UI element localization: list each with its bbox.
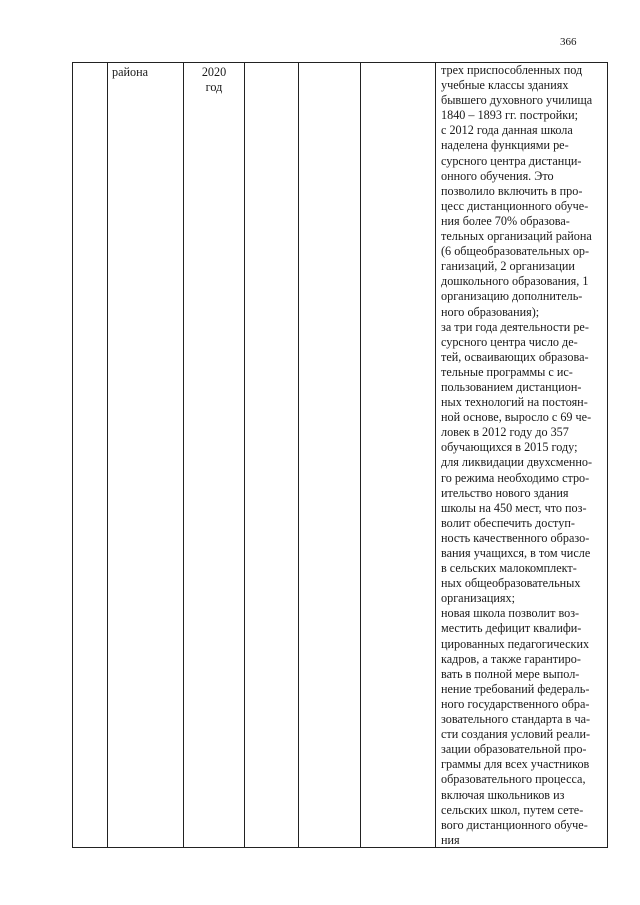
text-line: ганизаций, 2 организации	[441, 259, 575, 274]
district-text: района	[112, 65, 149, 79]
text-line: онного обучения. Это	[441, 168, 554, 183]
text-line: тельных организаций района	[441, 229, 592, 244]
table-cell-empty	[361, 63, 436, 848]
table-cell-empty	[299, 63, 361, 848]
text-line: год	[205, 80, 223, 95]
text-line: дошкольного образования, 1	[441, 274, 589, 289]
text-line: зации образовательной про-	[441, 742, 587, 757]
table-cell-empty	[245, 63, 299, 848]
text-line: с 2012 года данная школа	[441, 123, 573, 138]
year-text	[184, 63, 244, 95]
text-line: школы на 450 мест, что поз-	[441, 500, 587, 515]
text-line: цесс дистанционного обуче-	[441, 198, 589, 213]
table-row	[73, 63, 608, 848]
text-line: ность качественного образо-	[441, 530, 590, 545]
text-line: зовательного стандарта в ча-	[441, 712, 591, 727]
text-line: сельских школ, путем сете-	[441, 802, 584, 817]
text-line: сурсного центра дистанци-	[441, 153, 582, 168]
description-text	[436, 63, 607, 847]
text-line: пользованием дистанцион-	[441, 379, 582, 394]
text-line: 2020	[201, 65, 227, 79]
table-cell-year	[184, 63, 245, 848]
page-number: 366	[560, 36, 577, 48]
table-cell-district	[108, 63, 184, 848]
text-line: организациях;	[441, 591, 515, 606]
text-line: новая школа позволит воз-	[441, 606, 580, 621]
text-line: ния более 70% образова-	[441, 213, 570, 228]
text-line: за три года деятельности ре-	[441, 319, 589, 334]
text-line: позволило включить в про-	[441, 183, 583, 198]
text-line: кадров, а также гарантиро-	[441, 651, 581, 666]
text-line: трех приспособленных под	[441, 63, 583, 77]
text-line: обучающихся в 2015 году;	[441, 440, 578, 455]
text-line: сурсного центра число де-	[441, 334, 578, 349]
text-line: нение требований федераль-	[441, 681, 590, 696]
text-line: 1840 – 1893 гг. постройки;	[441, 108, 579, 123]
text-line: образовательного процесса,	[441, 772, 586, 787]
text-line: (6 общеобразовательных ор-	[441, 244, 590, 259]
text-line: ного образования);	[441, 304, 540, 319]
text-line: наделена функциями ре-	[441, 138, 569, 153]
text-line: тельные программы с ис-	[441, 364, 573, 379]
text-line: го режима необходимо стро-	[441, 470, 590, 485]
text-line: граммы для всех участников	[441, 757, 590, 772]
text-line: местить дефицит квалифи-	[441, 621, 582, 636]
text-line: ной основе, выросло с 69 че-	[441, 410, 592, 425]
text-line: вого дистанционного обуче-	[441, 817, 588, 832]
text-line: вать в полной мере выпол-	[441, 666, 580, 681]
text-line: в сельских малокомплект-	[441, 561, 577, 576]
table-cell-empty	[73, 63, 108, 848]
text-line: ния	[441, 832, 460, 847]
text-line: ных общеобразовательных	[441, 576, 581, 591]
text-line: ных технологий на постоян-	[441, 395, 588, 410]
text-line: организацию дополнитель-	[441, 289, 583, 304]
table-cell-description	[436, 63, 608, 848]
text-line: для ликвидации двухсменно-	[441, 455, 593, 470]
text-line: цированных педагогических	[441, 636, 590, 651]
text-line: вания учащихся, в том числе	[441, 546, 591, 560]
text-line: ительство нового здания	[441, 485, 569, 500]
text-line: учебные классы зданиях	[441, 78, 569, 93]
text-line: ного государственного обра-	[441, 696, 590, 711]
text-line: ловек в 2012 году до 357	[441, 425, 569, 440]
text-line: бывшего духовного училища	[441, 93, 593, 108]
text-line: волит обеспечить доступ-	[441, 515, 575, 530]
text-line: сти создания условий реали-	[441, 727, 591, 742]
text-line: включая школьников из	[441, 787, 565, 802]
document-table	[72, 62, 608, 848]
text-line: тей, осваивающих образова-	[441, 349, 589, 364]
